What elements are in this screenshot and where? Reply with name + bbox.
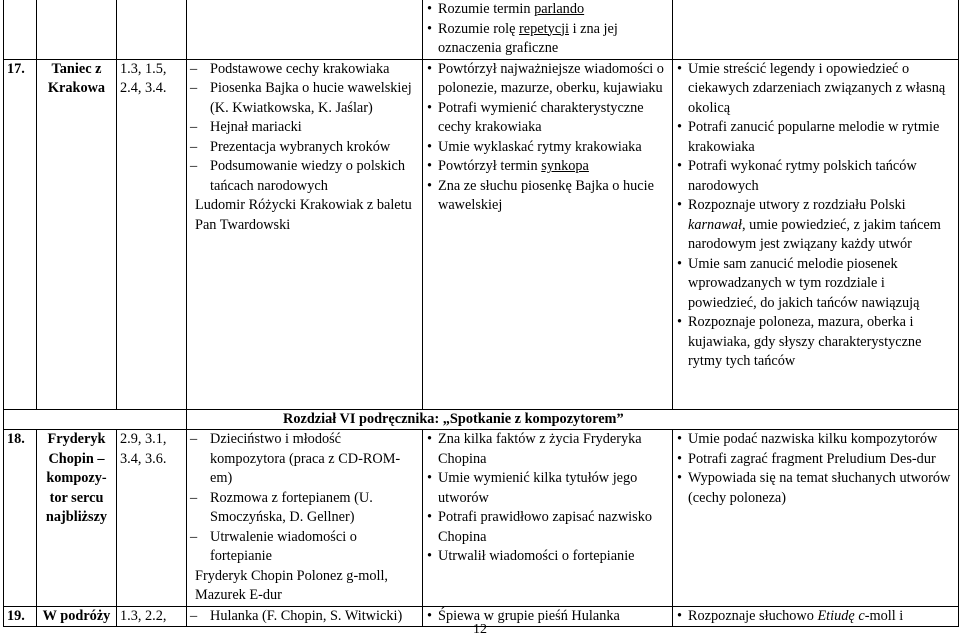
list-item: • Rozumie rolę repetycji i zna jej oznaczenia graficzne: [426, 20, 669, 59]
list-item: – Piosenka Bajka o hucie wawelskiej (K. Kwiatkowska, K. Jaślar): [190, 79, 419, 118]
basic-requirements-cell: [423, 0, 673, 59]
list-item: Fryderyk Chopin Polonez g-moll, Mazurek E-dur: [195, 567, 388, 603]
lesson-number: 19.: [4, 606, 37, 627]
content-cell: [187, 430, 423, 607]
list-item: • Zna kilka faktów z życia Fryderyka Chopina: [426, 430, 669, 469]
lesson-number: 18.: [4, 430, 37, 607]
list-item: – Podsumowanie wiedzy o polskich tańcach narodowych: [190, 157, 419, 196]
basic-requirements-cell: [423, 59, 673, 409]
extended-requirements-cell: [673, 430, 959, 607]
list-item: • Potrafi wymienić charakterystyczne cechy krakowiaka: [426, 99, 669, 138]
list-item: – Utrwalenie wiadomości o fortepianie: [190, 528, 419, 567]
list-item: • Utrwalił wiadomości o fortepianie: [426, 547, 669, 567]
list-item: • Umie podać nazwiska kilku kompozytorów: [676, 430, 955, 450]
page-number: 12: [473, 622, 487, 637]
content-cell: [187, 59, 423, 409]
list-item: • Wypowiada się na temat słuchanych utworów (cechy poloneza): [676, 469, 955, 508]
table-row: [4, 0, 959, 59]
list-item: • Rozpoznaje poloneza, mazura, oberka i kujawiaka, gdy słyszy charakterystyczne rytmy tych tańców: [676, 313, 955, 372]
list-item: • Umie wyklaskać rytmy krakowiaka: [426, 138, 669, 158]
table-row: [4, 430, 959, 607]
list-item: • Rozumie termin parlando: [426, 0, 669, 20]
curriculum-refs: 2.9, 3.1, 3.4, 3.6.: [117, 430, 187, 607]
list-item: • Potrafi wykonać rytmy polskich tańców narodowych: [676, 157, 955, 196]
list-item: • Umie sam zanucić melodie piosenek wprowadzanych w tym rozdziale i powiedzieć, do jakich tańców nawiązują: [676, 255, 955, 314]
section-title: Rozdział VI podręcznika: „Spotkanie z kompozytorem”: [187, 409, 959, 430]
list-item: • Rozpoznaje słuchowo Etiudę c-moll i: [676, 607, 955, 627]
lesson-topic: Taniec z Krakowa: [37, 59, 117, 409]
curriculum-refs: 1.3, 2.2,: [117, 606, 187, 627]
curriculum-table: [3, 0, 959, 627]
list-item: • Zna ze słuchu piosenkę Bajka o hucie wawelskiej: [426, 177, 669, 216]
basic-requirements-cell: [423, 430, 673, 607]
lesson-topic: W podróży: [37, 606, 117, 627]
extended-requirements-cell: [673, 59, 959, 409]
list-item: – Hejnał mariacki: [190, 118, 419, 138]
section-header-row: [4, 409, 959, 430]
lesson-topic: Fryderyk Chopin – kompozy-tor sercu najbliższy: [37, 430, 117, 607]
list-item: • Potrafi zagrać fragment Preludium Des-dur: [676, 450, 955, 470]
list-item: – Prezentacja wybranych kroków: [190, 138, 419, 158]
list-item: Ludomir Różycki Krakowiak z baletu Pan Twardowski: [195, 197, 412, 233]
list-item: • Śpiewa w grupie pieśń Hulanka: [426, 607, 669, 627]
list-item: – Dzieciństwo i młodość kompozytora (praca z CD-ROM-em): [190, 430, 419, 489]
list-item: • Powtórzył termin synkopa: [426, 157, 669, 177]
list-item: • Rozpoznaje utwory z rozdziału Polski karnawał, umie powiedzieć, z jakim tańcem narodowym jest związany każdy utwór: [676, 196, 955, 255]
lesson-number: 17.: [4, 59, 37, 409]
list-item: • Umie wymienić kilka tytułów jego utworów: [426, 469, 669, 508]
table-row: [4, 59, 959, 409]
list-item: • Potrafi prawidłowo zapisać nazwisko Chopina: [426, 508, 669, 547]
curriculum-refs: 1.3, 1.5, 2.4, 3.4.: [117, 59, 187, 409]
list-item: • Potrafi zanucić popularne melodie w rytmie krakowiaka: [676, 118, 955, 157]
list-item: – Rozmowa z fortepianem (U. Smoczyńska, D. Gellner): [190, 489, 419, 528]
list-item: – Hulanka (F. Chopin, S. Witwicki): [190, 607, 419, 627]
list-item: • Umie streścić legendy i opowiedzieć o ciekawych zdarzeniach związanych z własną okolicą: [676, 60, 955, 119]
list-item: • Powtórzył najważniejsze wiadomości o polonezie, mazurze, oberku, kujawiaku: [426, 60, 669, 99]
list-item: – Podstawowe cechy krakowiaka: [190, 60, 419, 80]
